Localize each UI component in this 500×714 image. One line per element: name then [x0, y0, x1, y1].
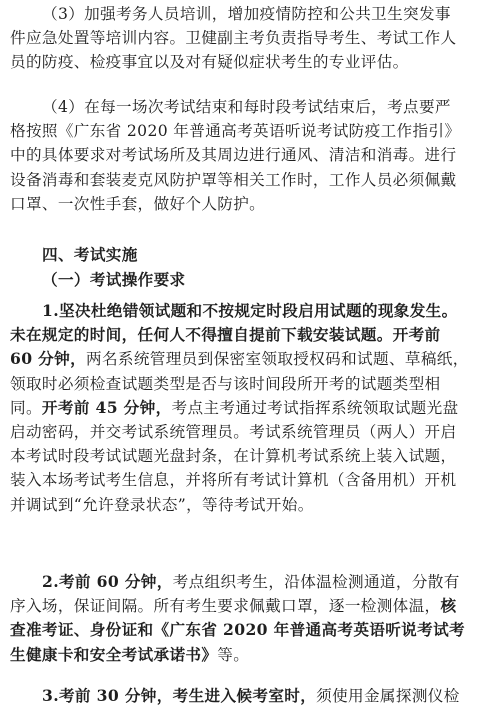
text-line: 口罩、一次性手套，做好个人防护。	[10, 194, 266, 213]
text-line: 员的防疫、检疫事宜以及对有疑似症状考生的专业评估。	[10, 53, 409, 72]
plain-span: 等。	[217, 645, 250, 664]
text-line: 设备消毒和套装麦克风防护罩等相关工作时，工作人员必须佩戴	[10, 170, 457, 189]
text-line: 装入本场考试考生信息，并将所有考试计算机（含备用机）开机	[10, 471, 457, 490]
bold-span: 3.考前 30 分钟，考生进入候考室时，	[42, 686, 317, 705]
text-line: 件应急处置等培训内容。卫健副主考负责指导考生、考试工作人	[10, 29, 457, 48]
text-line: 1.坚决杜绝错领试题和不按规定时段启用试题的现象发生。	[42, 301, 458, 320]
paragraph-disinfection	[10, 95, 488, 216]
plain-span: 同。	[10, 398, 42, 417]
bold-span: 60 分钟，	[10, 349, 87, 369]
text-line: 查准考证、身份证和《广东省 2020 年普通高考英语听说考试考	[10, 620, 465, 640]
plain-span: 考点组织考生，沿体温检测通道，分散有	[172, 573, 460, 591]
text-line	[10, 684, 488, 708]
subsection-heading	[10, 268, 488, 292]
text-line	[10, 643, 488, 667]
text-line: （4）在每一场次考试结束和每时段考试结束后，考点要严	[42, 98, 451, 116]
text-line: 中的具体要求对考试场所及其周边进行通风、清洁和消毒。进行	[10, 146, 457, 165]
subsection-heading-text: （一）考试操作要求	[42, 270, 186, 289]
section-heading	[10, 243, 488, 267]
bold-span: 2.考前 60 分钟，	[42, 572, 173, 591]
text-line: 启动密码，并交考试系统管理员。考试系统管理员（两人）开启	[10, 423, 457, 442]
bold-span: 核	[440, 596, 457, 616]
text-line	[10, 396, 488, 420]
section-heading-text: 四、考试实施	[42, 245, 138, 264]
text-line: 格按照《广东省 2020 年普通高考英语听说考试防疫工作指引》	[10, 122, 461, 141]
bold-span: 生健康卡和安全考试承诺书》	[10, 644, 218, 664]
paragraph-item-2	[10, 570, 488, 667]
text-line: （3）加强考务人员培训，增加疫情防控和公共卫生突发事	[42, 5, 451, 23]
bold-span: 开考前 45 分钟，	[41, 397, 172, 417]
paragraph-item-1	[10, 299, 488, 517]
plain-span: 考点主考通过考试指挥系统领取试题光盘	[171, 398, 459, 417]
paragraph-training	[10, 2, 488, 75]
plain-span: 序入场，保证间隔。所有考生要求佩戴口罩，逐一检测体温，	[10, 597, 441, 616]
text-line	[10, 594, 488, 618]
text-line	[10, 570, 488, 594]
text-line: 未在规定的时间，任何人不得擅自提前下载安装试题。开考前	[10, 325, 441, 345]
plain-span: 须使用金属探测仪检	[316, 687, 460, 705]
plain-span: 两名系统管理员到保密室领取授权码和试题、草稿纸，	[86, 350, 469, 369]
paragraph-item-3	[10, 684, 488, 708]
text-line	[10, 347, 488, 371]
text-line: 本考试时段考试试题光盘封条，在计算机考试系统上装入试题，	[10, 447, 457, 466]
text-line: 领取时必须检查试题类型是否与该时间段所开考的试题类型相	[10, 374, 441, 393]
text-line: 并调试到“允许登录状态”，等待考试开始。	[10, 495, 314, 514]
